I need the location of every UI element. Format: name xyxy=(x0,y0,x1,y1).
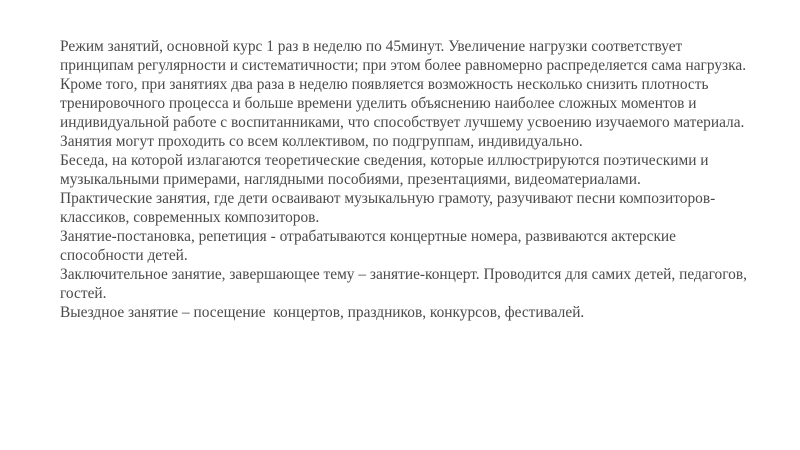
paragraph-practical: Практические занятия, где дети осваивают музыкальную грамоту, разучивают песни композиторов-классиков, современных композиторов. xyxy=(60,190,716,226)
paragraph-conversation: Беседа, на которой излагаются теоретические сведения, которые иллюстрируются поэтическими и музыкальными примерами, наглядными пособиями, презентациями, видеоматериалами. xyxy=(60,152,713,188)
text-body xyxy=(60,37,750,322)
paragraph-staging: Занятие-постановка, репетиция - отрабатываются концертные номера, развиваются актерские способности детей. xyxy=(60,228,680,264)
paragraph-schedule: Режим занятий, основной курс 1 раз в неделю по 45минут. Увеличение нагрузки соответствует принципам регулярности и систематичности; при этом более равномерно распределяется сама нагрузка. Кроме того, при занятиях два раза в неделю появляется возможность несколько снизить плотность тренировочного процесса и больше времени уделить объяснению наиболее сложных моментов и индивидуальной работе с воспитанниками, что способствует лучшему усвоению изучаемого материала. Занятия могут проходить со всем коллективом, по подгруппам, индивидуально. xyxy=(60,38,750,150)
paragraph-final: Заключительное занятие, завершающее тему – занятие-концерт. Проводится для самих детей, педагогов, гостей. xyxy=(60,266,751,302)
paragraph-field-trip: Выездное занятие – посещение концертов, праздников, конкурсов, фестивалей. xyxy=(60,304,585,321)
